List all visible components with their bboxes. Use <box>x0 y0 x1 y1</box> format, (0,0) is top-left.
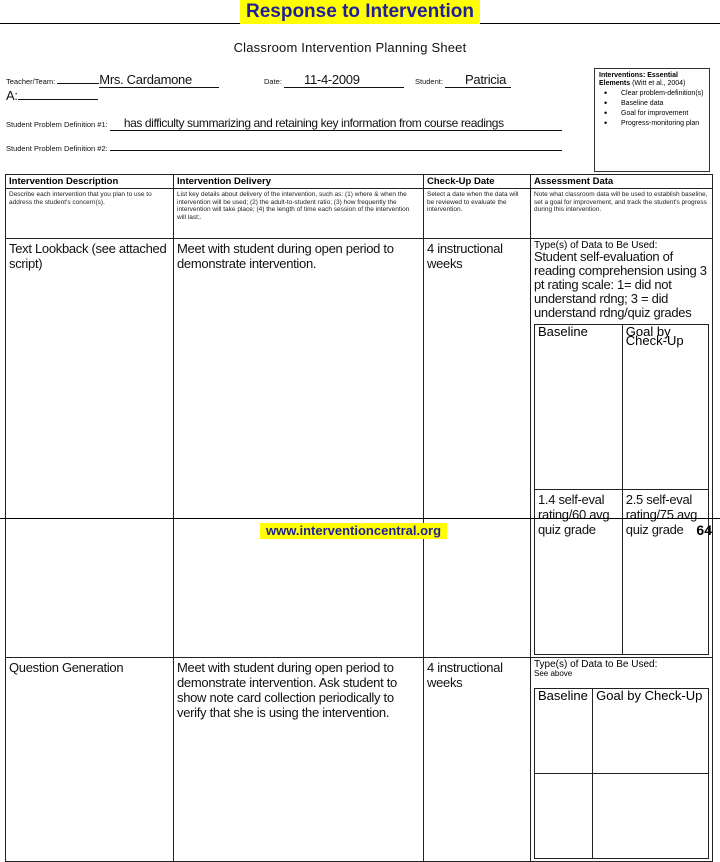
student-value: Patricia <box>445 72 511 88</box>
footer-bar <box>0 518 720 540</box>
problem1-value: has difficulty summarizing and retaining key information from course readings <box>110 116 562 131</box>
assessment-data <box>531 658 713 862</box>
col-header: Check-Up Date <box>424 175 531 189</box>
baseline-label: Baseline <box>535 325 623 490</box>
page-number: 64 <box>696 522 712 538</box>
interventions-elements-box <box>594 68 710 172</box>
table-row <box>6 658 713 862</box>
data-type-value: Student self-evaluation of reading comprehension using 3 pt rating scale: 1= did not understand rdng; 3 = did understand rdng/quiz grades <box>534 249 707 320</box>
table-notes-row <box>6 189 713 239</box>
teacher-row <box>6 72 219 88</box>
table-header-row <box>6 175 713 189</box>
interventions-box-cite: (Witt et al., 2004) <box>632 80 686 87</box>
table-row <box>6 239 713 658</box>
sheet-title: Classroom Intervention Planning Sheet <box>233 40 467 55</box>
intervention-delivery: Meet with student during open period to demonstrate intervention. Ask student to show note card collection periodically to verify that she is using the intervention. <box>174 658 424 862</box>
baseline-value: 1.4 self-eval rating/60 avg quiz grade <box>535 490 623 655</box>
col-header: Intervention Delivery <box>174 175 424 189</box>
data-type-label: Type(s) of Data to Be Used: <box>534 659 658 670</box>
date-label: Date: <box>264 77 282 86</box>
intervention-description: Question Generation <box>6 658 174 862</box>
baseline-goal-table <box>534 688 709 859</box>
problem1-row <box>6 116 562 131</box>
problem2-label: Student Problem Definition #2: <box>6 144 108 153</box>
problem1-label: Student Problem Definition #1: <box>6 120 108 129</box>
intervention-description: Text Lookback (see attached script) <box>6 239 174 658</box>
col-header: Assessment Data <box>531 175 713 189</box>
intervention-delivery: Meet with student during open period to demonstrate intervention. <box>174 239 424 658</box>
col-header: Intervention Description <box>6 175 174 189</box>
col-note: Select a date when the data will be reviewed to evaluate the intervention. <box>424 189 531 239</box>
element-item: • Clear problem-definition(s) <box>599 90 705 98</box>
goal-label: Goal by Check-Up <box>622 325 708 490</box>
teacher-value: Mrs. Cardamone <box>99 72 219 88</box>
data-type-label: Type(s) of Data to Be Used: <box>534 240 658 251</box>
site-link[interactable]: www.interventioncentral.org <box>260 523 447 539</box>
student-label: Student: <box>415 77 443 86</box>
element-item: • Progress-monitoring plan <box>599 120 705 128</box>
checkup-date: 4 instructional weeks <box>424 658 531 862</box>
data-type-value: See above <box>534 669 573 678</box>
date-value: 11-4-2009 <box>284 72 404 88</box>
col-note: List key details about delivery of the intervention, such as: (1) where & when the intervention will be used; (2) the adult-to-student ratio; (3) how frequently the intervention will take place; (4) the length of time each session of the intervention will last;. <box>174 189 424 239</box>
checkup-date: 4 instructional weeks <box>424 239 531 658</box>
goal-value <box>593 774 709 859</box>
problem2-row <box>6 144 562 153</box>
title-banner <box>0 0 720 24</box>
col-note: Note what classroom data will be used to establish baseline, set a goal for improvement, and track the student's progress during this intervention. <box>531 189 713 239</box>
teacher-label: Teacher/Team: <box>6 77 56 86</box>
col-note: Describe each intervention that you plan to use to address the student's concern(s). <box>6 189 174 239</box>
assessment-data <box>531 239 713 658</box>
baseline-value <box>535 774 593 859</box>
baseline-goal-table <box>534 324 709 655</box>
element-item: • Baseline data <box>599 100 705 108</box>
goal-label: Goal by Check-Up <box>593 689 709 774</box>
date-row <box>264 72 404 88</box>
goal-value: 2.5 self-eval rating/75 avg quiz grade <box>622 490 708 655</box>
page-title: Response to Intervention <box>240 0 480 24</box>
element-item: • Goal for improvement <box>599 110 705 118</box>
baseline-label: Baseline <box>535 689 593 774</box>
teacher-line2: A: <box>6 88 98 103</box>
student-row <box>415 72 511 88</box>
interventions-box-title: Interventions: Essential Elements <box>599 72 678 87</box>
